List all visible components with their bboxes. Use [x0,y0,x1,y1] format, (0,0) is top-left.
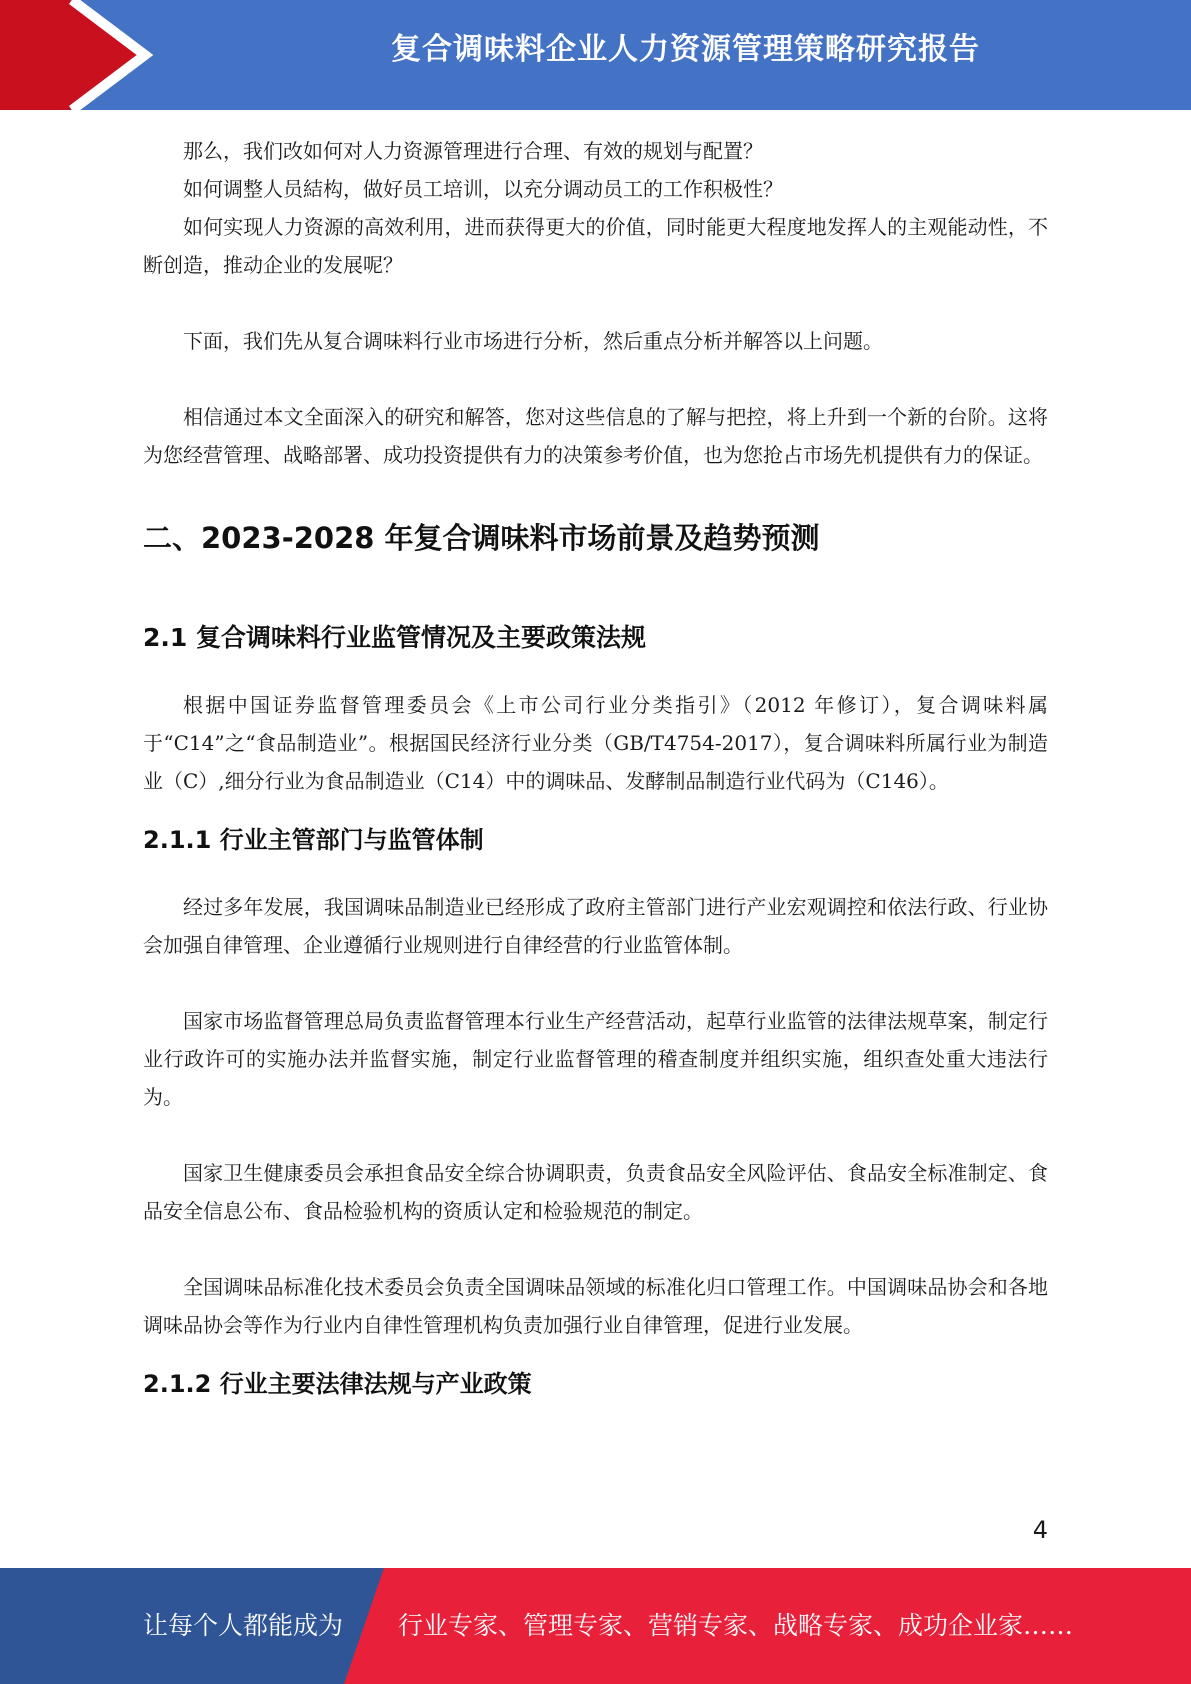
paragraph-next-steps: 下面，我们先从复合调味料行业市场进行分析，然后重点分析并解答以上问题。 [183,329,883,353]
footer-slogan-left: 让每个人都能成为 [143,1611,344,1640]
footer-slogan-right: 行业专家、管理专家、营销专家、战略专家、成功企业家…… [398,1611,1074,1640]
regulation-paragraph-1: 经过多年发展，我国调味品制造业已经形成了政府主管部门进行产业宏观调控和依法行政、行业协会加强自律管理、企业遵循行业规则进行自律经营的行业监管体制。 [143,895,1048,957]
subsection-2-1-1-heading: 2.1.1 行业主管部门与监管体制 [143,826,484,854]
regulation-paragraph-2: 国家市场监督管理总局负责监督管理本行业生产经营活动，起草行业监管的法律法规草案，制定行业行政许可的实施办法并监督实施，制定行业监督管理的稽查制度并组织实施，组织查处重大违法行为。 [143,1009,1048,1109]
page-number: 4 [1032,1516,1048,1544]
intro-paragraph-3: 如何实现人力资源的高效利用，进而获得更大的价值，同时能更大程度地发挥人的主观能动性，不断创造，推动企业的发展呢？ [143,215,1048,277]
page-header [0,0,1191,110]
subsection-2-1-2-heading: 2.1.2 行业主要法律法规与产业政策 [143,1370,532,1398]
paragraph-believe: 相信通过本文全面深入的研究和解答，您对这些信息的了解与把控，将上升到一个新的台阶。这将为您经营管理、战略部署、成功投资提供有力的决策参考价值，也为您抢占市场先机提供有力的保证。 [143,405,1048,467]
intro-paragraph-2: 如何调整人员結构，做好员工培训，以充分调动员工的工作积极性？ [183,177,783,201]
subsection-2-1-heading: 2.1 复合调味料行业监管情况及主要政策法规 [143,623,646,652]
chevron-red-fill [0,0,140,110]
report-title: 复合调味料企业人力资源管理策略研究报告 [391,32,980,67]
intro-paragraph-1: 那么，我们改如何对人力资源管理进行合理、有效的规划与配置？ [183,139,763,163]
document-body [143,132,1048,1402]
section-heading: 二、2023-2028 年复合调味料市场前景及趋势预测 [143,521,820,555]
regulation-paragraph-3: 国家卫生健康委员会承担食品安全综合协调职责，负责食品安全风险评估、食品安全标准制定、食品安全信息公布、食品检验机构的资质认定和检验规范的制定。 [143,1161,1048,1223]
regulation-paragraph-4: 全国调味品标准化技术委员会负责全国调味品领域的标准化归口管理工作。中国调味品协会和各地调味品协会等作为行业内自律性管理机构负责加强行业自律管理，促进行业发展。 [143,1275,1048,1337]
header-chevron-arrow [0,0,160,110]
page-footer [0,1568,1191,1684]
subsection-2-1-paragraph: 根据中国证券监督管理委员会《上市公司行业分类指引》（2012 年修订），复合调味料属于“C14”之“食品制造业”。根据国民经济行业分类（GB/T4754-2017），复合调味料所属行业为制造业（C）,细分行业为食品制造业（C14）中的调味品、发酵制品制造行业代码为（C146）。 [143,693,1048,793]
